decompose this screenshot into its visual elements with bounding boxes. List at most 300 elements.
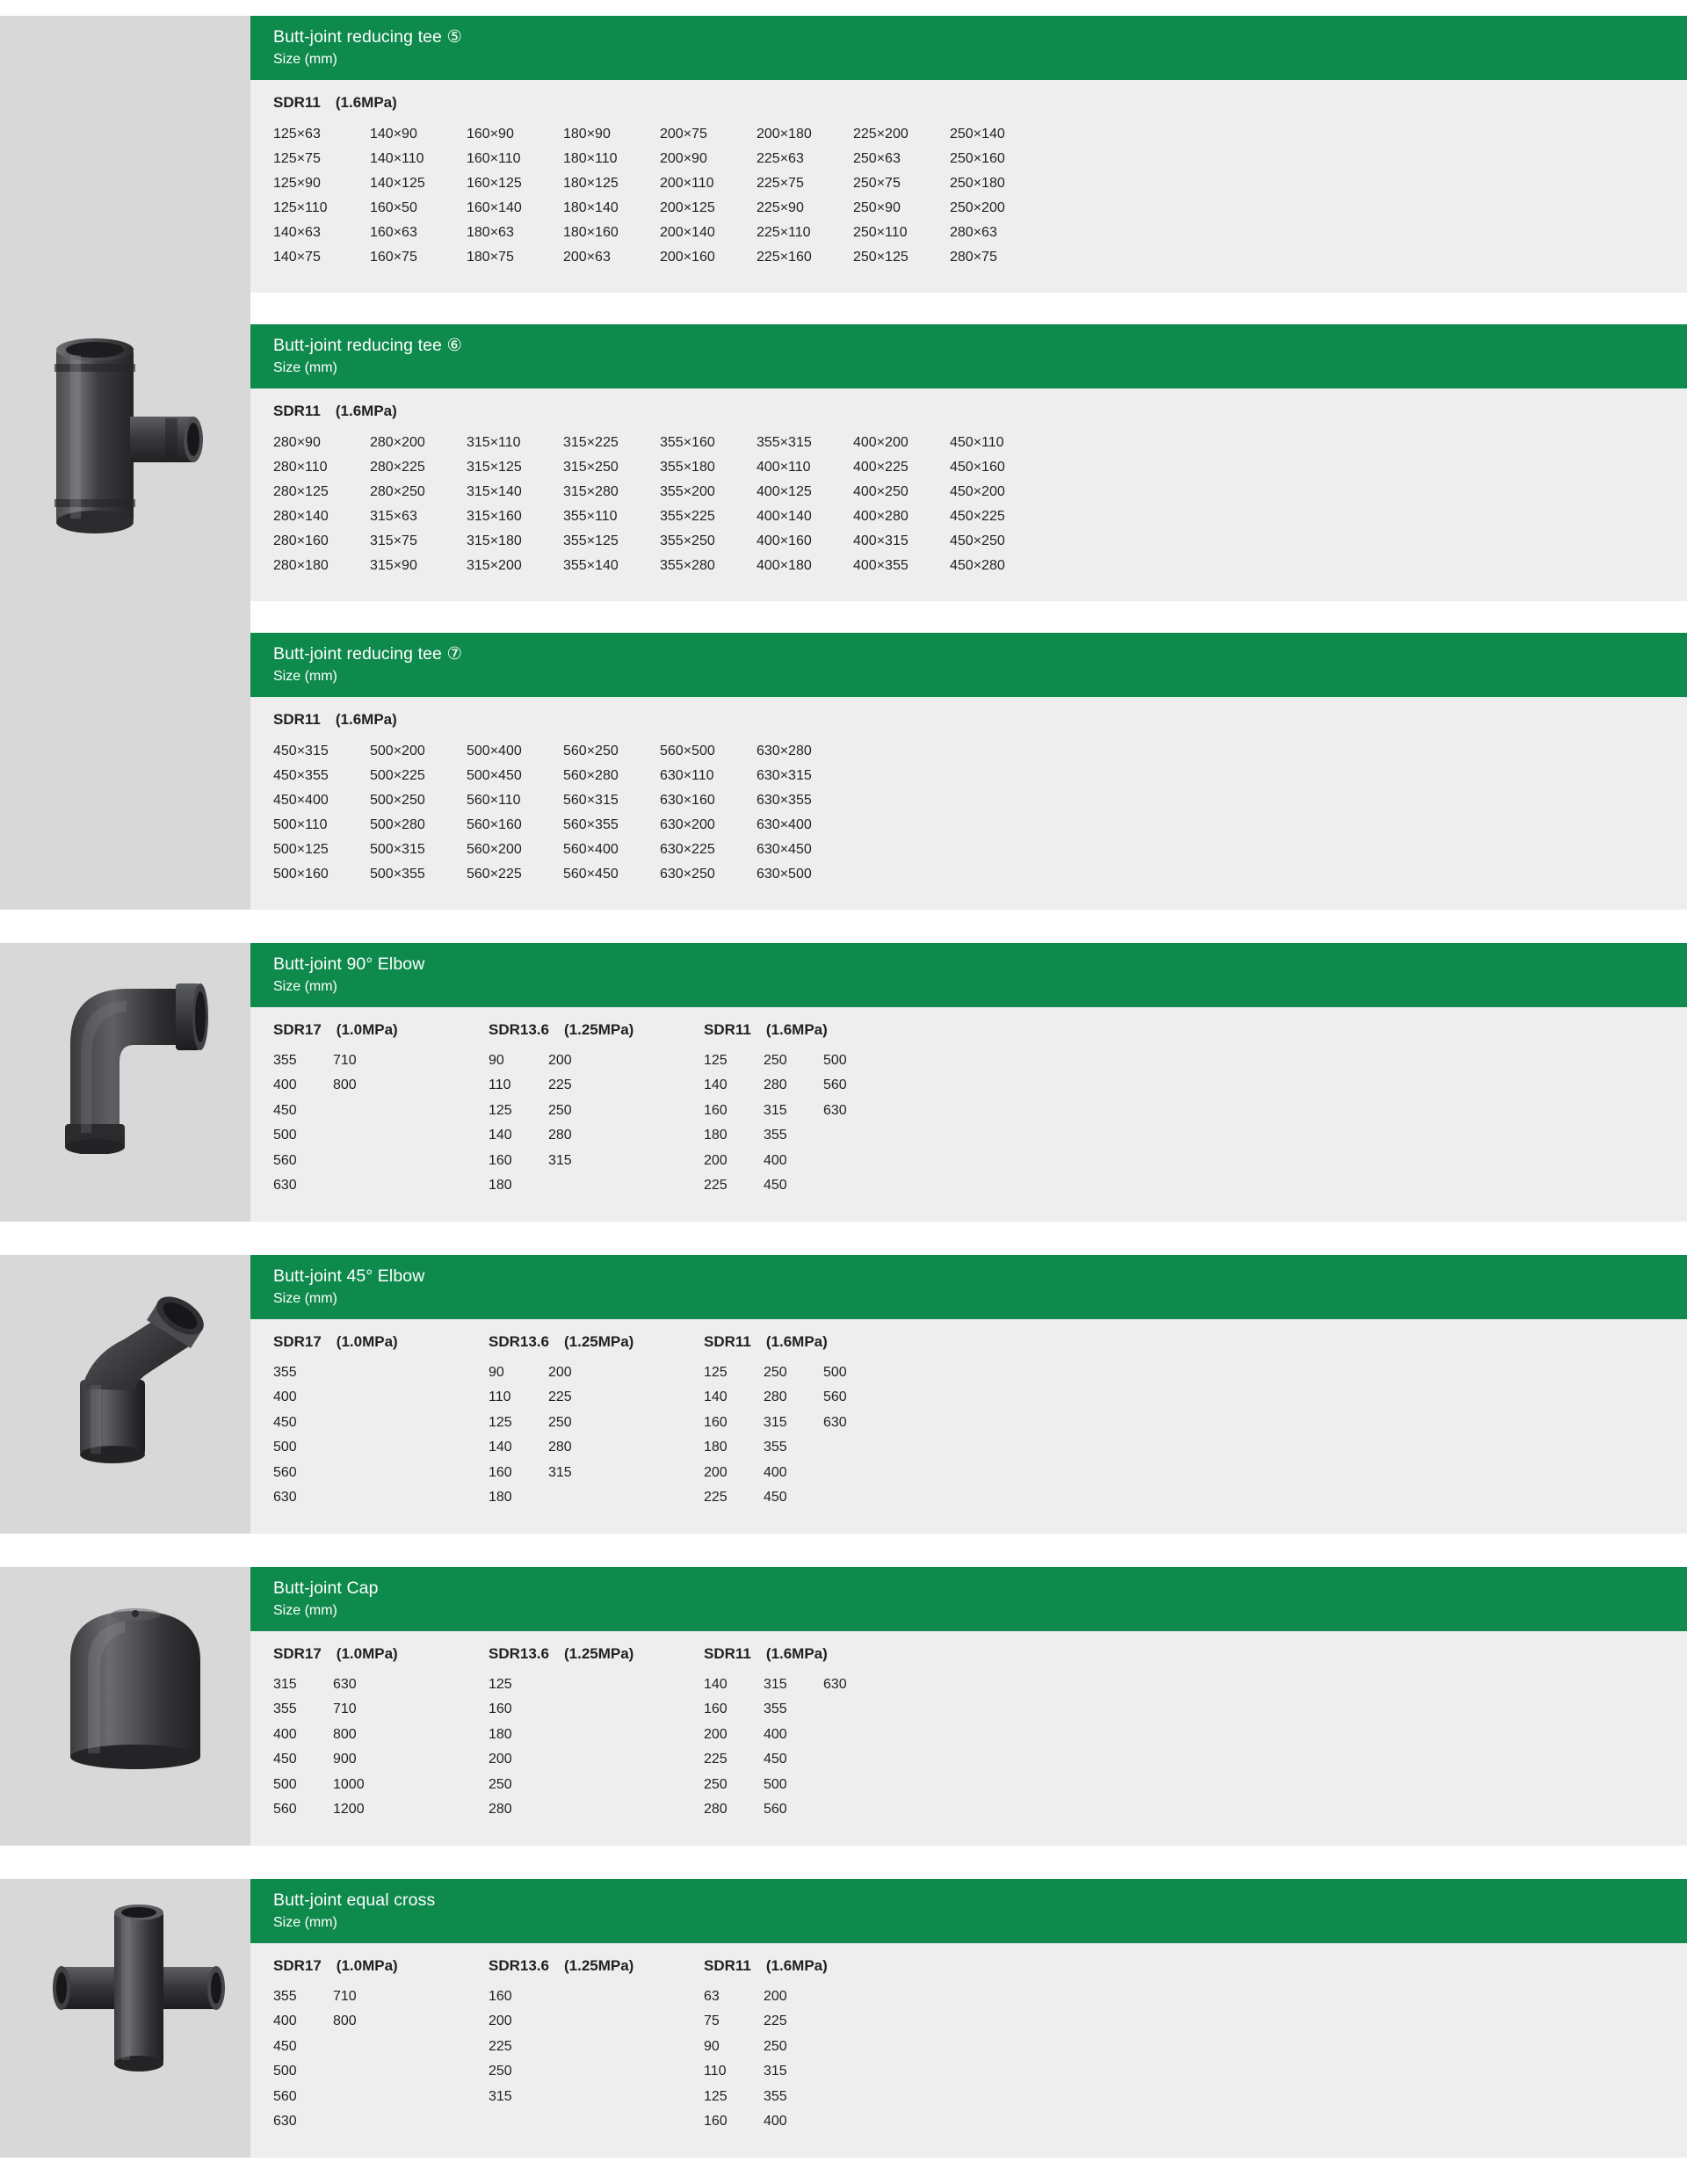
size-cell: 280 [704,1802,728,1818]
size-cell: 280×225 [370,459,425,475]
card-reducing-tee-5 [250,16,1687,293]
card-title: Butt-joint reducing tee ⑦ [273,643,463,664]
size-cell: 500 [273,1128,297,1143]
catalog-page [0,16,1687,2158]
card-header [250,1255,1687,1319]
size-cell: 160 [489,1988,512,2004]
size-cell: 250×75 [853,175,901,191]
size-cell: 355×200 [660,483,715,499]
card-title: Butt-joint reducing tee ⑥ [273,335,463,355]
size-cell: 315×63 [370,508,417,524]
size-cell: 500×400 [467,743,522,758]
size-cell [1046,739,1143,764]
sdr-groups [273,1645,1664,1823]
size-cell: 315×125 [467,459,522,475]
size-cell: 500×225 [370,767,425,783]
size-cell: 180×90 [563,126,611,141]
butt-joint-45-elbow-photo [0,1255,250,1534]
size-cell: 160×63 [370,224,417,240]
size-cell: 355×180 [660,459,715,475]
card-subtitle: Size (mm) [273,669,337,685]
size-cell: 125 [489,1102,512,1118]
card-body [250,80,1687,293]
size-cell: 800 [333,1077,357,1093]
size-cell: 450 [764,1490,787,1506]
size-cell: 200 [704,1726,728,1742]
size-cell: 225 [548,1077,572,1093]
size-cell [1046,431,1143,455]
size-cell: 250×180 [950,175,1005,191]
size-cell: 280×160 [273,533,329,548]
size-cell: 200×110 [660,175,714,191]
product-block-cap [0,1567,1687,1846]
size-cell: 140×90 [370,126,417,141]
sdr-label: SDR13.6 (1.25MPa) [489,1332,634,1350]
size-cell: 225 [704,1490,728,1506]
size-cell: 355 [764,1701,787,1717]
product-block-equal-cross [0,1879,1687,2158]
size-cell: 355 [273,1364,297,1380]
size-cell: 450 [273,1752,297,1767]
size-cell: 355×250 [660,533,715,548]
size-cell: 225 [489,2038,512,2054]
size-cell [1046,196,1143,221]
size-cell: 315 [489,2088,512,2104]
size-cell: 560×315 [563,792,619,808]
size-cell: 630×250 [660,866,715,882]
size-cell: 355×125 [563,533,619,548]
size-cell: 500×110 [273,816,328,832]
size-cell: 355×160 [660,434,715,450]
size-cell: 400 [764,2114,787,2130]
size-cell [1046,245,1143,270]
size-cell [1046,455,1143,480]
size-cell: 400×280 [853,508,909,524]
butt-joint-equal-cross-photo [0,1879,250,2158]
size-cell: 630 [823,1676,847,1692]
size-cell: 450×355 [273,767,329,783]
size-cell: 125×110 [273,200,328,215]
card-body [250,1007,1687,1222]
card-body [250,388,1687,601]
size-cell: 355×110 [563,508,618,524]
size-cell: 500 [823,1052,847,1068]
size-cell: 560×200 [467,841,522,857]
size-cell: 355 [764,2088,787,2104]
size-cell [853,862,950,887]
size-cell: 355×280 [660,557,715,573]
size-cell: 355 [273,1052,297,1068]
size-cell: 160×140 [467,200,522,215]
size-cell: 400×140 [757,508,812,524]
size-cell: 280 [548,1440,572,1455]
card-header [250,633,1687,697]
size-cell: 630×110 [660,767,714,783]
size-cell: 630 [273,1490,297,1506]
size-cell: 450 [764,1752,787,1767]
size-cell: 280×63 [950,224,997,240]
size-cell [1046,554,1143,578]
size-cell: 250 [489,2064,512,2079]
card-subtitle: Size (mm) [273,979,337,995]
size-cell: 500 [823,1364,847,1380]
card-title: Butt-joint Cap [273,1578,379,1598]
size-cell: 75 [704,2013,720,2029]
size-cell [950,813,1046,838]
reducing-tee-tables [250,16,1687,910]
size-cell: 315×160 [467,508,522,524]
sdr-label: SDR13.6 (1.25MPa) [489,1020,634,1038]
sdr-label: SDR17 (1.0MPa) [273,1644,398,1662]
card-header [250,1879,1687,1943]
size-cell: 280×125 [273,483,329,499]
size-cell: 630×500 [757,866,812,882]
size-cell [1046,147,1143,171]
size-cell: 630 [823,1414,847,1430]
card-subtitle: Size (mm) [273,360,337,376]
size-cell: 400×180 [757,557,812,573]
size-cell: 500 [273,1776,297,1792]
sdr-group [273,1333,489,1511]
card-title: Butt-joint equal cross [273,1890,436,1910]
size-cell: 500×200 [370,743,425,758]
size-cell: 560 [273,1802,297,1818]
sdr-group [489,1021,704,1199]
card-header [250,1567,1687,1631]
size-cell: 560×110 [467,792,521,808]
size-cell: 450×225 [950,508,1005,524]
size-cell: 250×160 [950,150,1005,166]
block-gap [0,1846,1687,1879]
size-cell: 125 [489,1414,512,1430]
sdr-group [489,1957,704,2135]
size-cell: 400×110 [757,459,811,475]
size-cell: 125 [704,1052,728,1068]
size-cell: 280×75 [950,249,997,265]
size-cell: 315 [764,1414,787,1430]
sdr-label: SDR13.6 (1.25MPa) [489,1644,634,1662]
card-body [250,1319,1687,1534]
size-cell: 315×180 [467,533,522,548]
size-cell: 560 [823,1389,847,1405]
card-title: Butt-joint 90° Elbow [273,954,425,974]
size-cell: 200 [489,1752,512,1767]
butt-joint-90-elbow-photo [0,943,250,1222]
size-cell: 710 [333,1052,357,1068]
card-title: Butt-joint 45° Elbow [273,1266,425,1286]
size-cell: 315×280 [563,483,619,499]
size-cell: 200×125 [660,200,715,215]
size-cell: 140 [704,1676,728,1692]
card-body [250,1631,1687,1846]
size-cell: 450×110 [950,434,1004,450]
size-cell: 450×280 [950,557,1005,573]
size-cell [1046,221,1143,245]
size-cell: 160 [704,1102,728,1118]
size-cell: 400 [764,1464,787,1480]
size-cell: 140 [704,1389,728,1405]
size-cell: 560×225 [467,866,522,882]
size-cell: 180×140 [563,200,619,215]
size-cell: 200 [764,1988,787,2004]
size-cell: 355 [764,1440,787,1455]
size-cell: 355×225 [660,508,715,524]
size-cell: 250×140 [950,126,1005,141]
size-cell: 280×200 [370,434,425,450]
size-cell [853,764,950,788]
size-cell: 160 [489,1464,512,1480]
size-cell: 630 [333,1676,357,1692]
size-cell: 125×90 [273,175,321,191]
size-cell: 500 [273,1440,297,1455]
size-cell [1046,504,1143,529]
size-cell: 315×110 [467,434,521,450]
size-cell: 315×75 [370,533,417,548]
size-cell: 560 [764,1802,787,1818]
size-cell: 140×125 [370,175,425,191]
size-cell: 560×160 [467,816,522,832]
size-cell: 630×280 [757,743,812,758]
size-cell: 160×125 [467,175,522,191]
size-cell: 140×63 [273,224,321,240]
size-cell: 200×75 [660,126,707,141]
sdr-group [704,1021,883,1199]
size-cell [1046,838,1143,862]
size-cell: 400×225 [853,459,909,475]
size-cell: 400 [273,1077,297,1093]
size-cell: 225×110 [757,224,811,240]
size-cell: 500×125 [273,841,329,857]
sdr-group [273,1957,489,2135]
size-cell: 315×90 [370,557,417,573]
size-cell: 225×75 [757,175,804,191]
card-title: Butt-joint reducing tee ⑤ [273,27,463,47]
elbow-90-table [250,943,1687,1222]
size-cell: 630×400 [757,816,812,832]
butt-joint-cap-photo [0,1567,250,1846]
sdr-label: SDR17 (1.0MPa) [273,1956,398,1974]
card-reducing-tee-7 [250,633,1687,910]
size-cell: 315 [764,1676,787,1692]
size-cell: 125 [489,1676,512,1692]
sdr-groups [273,1021,1664,1199]
size-cell: 200×63 [563,249,611,265]
sdr-label: SDR11 (1.6MPa) [273,93,397,111]
equal-cross-table [250,1879,1687,2158]
size-cell: 200 [704,1464,728,1480]
size-cell: 140 [489,1440,512,1455]
size-cell: 315×225 [563,434,619,450]
size-cell: 560×355 [563,816,619,832]
size-cell: 355×140 [563,557,619,573]
size-cell: 160×110 [467,150,521,166]
size-cell: 500×250 [370,792,425,808]
block-gap [0,910,1687,943]
size-cell [853,788,950,813]
size-cell [853,813,950,838]
size-cell: 280 [764,1389,787,1405]
size-cell: 315×200 [467,557,522,573]
size-cell: 315 [764,1102,787,1118]
card-header [250,16,1687,80]
size-cell: 160×90 [467,126,514,141]
size-cell: 250×63 [853,150,901,166]
size-cell: 125×63 [273,126,321,141]
card-header [250,324,1687,388]
sdr-label: SDR11 (1.6MPa) [704,1956,828,1974]
size-cell: 250 [764,1052,787,1068]
elbow-45-illustration [40,1274,242,1468]
size-cell: 560 [273,1464,297,1480]
size-cell: 450 [273,1414,297,1430]
sdr-label: SDR11 (1.6MPa) [273,710,397,728]
size-cell: 200×140 [660,224,715,240]
size-cell: 315 [548,1152,572,1168]
size-cell: 225 [704,1178,728,1194]
size-cell: 140×75 [273,249,321,265]
block-gap [0,1222,1687,1255]
size-cell: 280 [489,1802,512,1818]
size-cell: 500×280 [370,816,425,832]
size-cell: 500×315 [370,841,425,857]
size-cell: 560×280 [563,767,619,783]
size-cell: 450×160 [950,459,1005,475]
size-cell: 1200 [333,1802,365,1818]
size-cell: 225 [704,1752,728,1767]
size-cell: 280×180 [273,557,329,573]
size-cell: 160 [704,1701,728,1717]
size-cell: 200 [548,1364,572,1380]
size-cell: 450×200 [950,483,1005,499]
sdr-label: SDR13.6 (1.25MPa) [489,1956,634,1974]
size-cell: 560×250 [563,743,619,758]
size-cell: 280×110 [273,459,328,475]
size-cell: 280 [764,1077,787,1093]
card-reducing-tee-6 [250,324,1687,601]
size-cell: 400 [764,1726,787,1742]
size-cell: 500 [273,2064,297,2079]
size-cell: 180 [489,1490,512,1506]
size-cell: 560×500 [660,743,715,758]
size-cell: 225 [548,1389,572,1405]
size-grid [273,431,1664,578]
size-cell: 180×110 [563,150,618,166]
size-cell: 800 [333,2013,357,2029]
butt-joint-reducing-tee-photo [0,16,250,910]
size-cell: 160×50 [370,200,417,215]
sdr-group [704,1957,828,2135]
size-cell [1046,788,1143,813]
size-cell [1046,764,1143,788]
size-cell: 250 [489,1776,512,1792]
card-subtitle: Size (mm) [273,52,337,68]
size-cell: 110 [489,1077,511,1093]
size-cell: 355 [764,1128,787,1143]
size-cell: 315 [273,1676,297,1692]
sdr-group [704,1645,883,1823]
size-cell: 110 [704,2064,727,2079]
size-cell: 560×400 [563,841,619,857]
size-cell: 560 [273,1152,297,1168]
size-cell: 225×90 [757,200,804,215]
reducing-tee-illustration [32,313,243,577]
size-cell: 180×63 [467,224,514,240]
size-cell [950,788,1046,813]
size-cell: 400×160 [757,533,812,548]
size-cell: 200 [548,1052,572,1068]
card-subtitle: Size (mm) [273,1603,337,1619]
size-cell: 160×75 [370,249,417,265]
size-cell: 710 [333,1988,357,2004]
size-cell: 90 [489,1364,504,1380]
size-cell [1046,529,1143,554]
size-cell: 180×160 [563,224,619,240]
size-cell: 710 [333,1701,357,1717]
size-cell: 250 [764,1364,787,1380]
size-grid [273,739,1664,887]
size-cell: 160 [704,1414,728,1430]
sdr-label: SDR11 (1.6MPa) [704,1332,828,1350]
equal-cross-illustration [33,1895,244,2079]
size-cell: 630 [273,2114,297,2130]
size-cell: 250 [704,1776,728,1792]
size-cell [950,764,1046,788]
size-cell [950,739,1046,764]
card-gap [250,293,1687,324]
size-cell [1046,122,1143,147]
size-cell: 450×400 [273,792,329,808]
elbow-45-table [250,1255,1687,1534]
cap-illustration [37,1585,239,1774]
size-cell: 160 [704,2114,728,2130]
sdr-label: SDR11 (1.6MPa) [273,402,397,419]
size-cell: 225×160 [757,249,812,265]
size-cell [1046,813,1143,838]
card-45-elbow [250,1255,1687,1534]
card-body [250,1943,1687,2158]
size-cell: 250 [548,1102,572,1118]
size-cell: 400×250 [853,483,909,499]
size-cell [853,739,950,764]
size-cell: 630×160 [660,792,715,808]
size-cell: 125 [704,2088,728,2104]
size-cell [853,838,950,862]
size-cell: 140 [489,1128,512,1143]
size-cell: 400×355 [853,557,909,573]
product-block-reducing-tees [0,16,1687,910]
card-cap [250,1567,1687,1846]
sdr-groups [273,1333,1664,1511]
sdr-groups [273,1957,1664,2135]
size-cell: 63 [704,1988,720,2004]
size-cell: 560×450 [563,866,619,882]
size-cell: 355 [273,1988,297,2004]
size-cell: 630×450 [757,841,812,857]
size-cell: 140 [704,1077,728,1093]
size-cell: 250×110 [853,224,908,240]
size-cell: 630×315 [757,767,812,783]
size-cell: 225×63 [757,150,804,166]
block-gap [0,1534,1687,1567]
card-header [250,943,1687,1007]
size-cell [950,838,1046,862]
card-gap [250,601,1687,633]
card-body [250,697,1687,910]
size-cell: 180 [489,1178,512,1194]
size-cell: 250×200 [950,200,1005,215]
size-cell: 250 [764,2038,787,2054]
size-cell: 250×90 [853,200,901,215]
